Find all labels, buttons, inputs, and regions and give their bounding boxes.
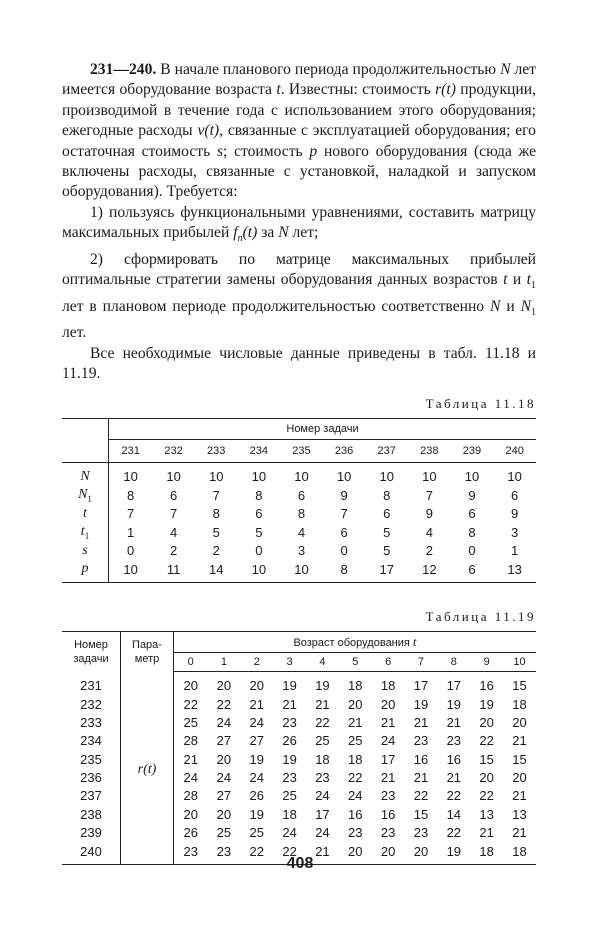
- table-cell: 23: [315, 770, 330, 786]
- table-cell: 15: [512, 678, 527, 694]
- table-cell: 10: [109, 560, 153, 583]
- table-11-19-caption: Таблица 11.19: [425, 609, 536, 625]
- table-cell: 8: [212, 506, 220, 522]
- row-label: [62, 523, 109, 542]
- table-cell: 21: [446, 770, 462, 786]
- row-label-text: t: [80, 523, 85, 539]
- table-cell: 28: [183, 788, 198, 804]
- table-cell: 25: [315, 733, 330, 749]
- table-cell: 24: [282, 825, 297, 841]
- table-cell: 20: [183, 806, 198, 822]
- table-cell: 0: [127, 543, 135, 559]
- table-cell: 10: [379, 469, 394, 485]
- table-cell: 6: [468, 506, 476, 522]
- task-number-cell: 239: [62, 824, 121, 842]
- task-number-cell: 240: [62, 842, 121, 865]
- row-label-text: N: [80, 468, 90, 484]
- table-cell: 18: [380, 678, 396, 694]
- table-row: [62, 523, 536, 542]
- table-cell: 17: [315, 806, 330, 822]
- task-number-row: [62, 440, 536, 463]
- table-cell: 5: [212, 524, 220, 540]
- table-cell: 24: [249, 714, 264, 730]
- task-number-header: Номер задачи: [109, 419, 537, 440]
- age-cell: 10: [503, 653, 536, 672]
- age-cell: 6: [372, 653, 405, 672]
- age-cell: 7: [405, 653, 438, 672]
- table-cell: 7: [127, 506, 135, 522]
- table-cell: 16: [380, 806, 396, 822]
- table-cell: 21: [315, 696, 330, 712]
- table-cell: 19: [315, 678, 330, 694]
- table-cell: 10: [251, 469, 267, 485]
- table-cell: 23: [183, 843, 198, 859]
- table-cell: 2: [212, 543, 220, 559]
- table-cell: 13: [493, 560, 536, 583]
- age-cell: 4: [306, 653, 339, 672]
- table-cell: 16: [479, 678, 494, 694]
- row-label-text: N: [78, 486, 88, 502]
- table-cell: 21: [512, 733, 527, 749]
- table-cell: 6: [383, 506, 391, 522]
- table-cell: 8: [383, 487, 391, 503]
- table-cell: 6: [255, 506, 263, 522]
- table-cell: 8: [127, 487, 135, 503]
- table-cell: 24: [380, 733, 396, 749]
- table-cell: 18: [282, 806, 297, 822]
- table-cell: 10: [294, 469, 309, 485]
- table-cell: 21: [446, 714, 462, 730]
- task-number-cell: 232: [152, 440, 195, 463]
- table-cell: 10: [464, 469, 480, 485]
- table-cell: 6: [511, 487, 519, 503]
- table-cell: 19: [413, 696, 429, 712]
- table-cell: 5: [383, 524, 391, 540]
- age-cell: 2: [240, 653, 273, 672]
- table-cell: 15: [479, 751, 494, 767]
- table-row: [62, 560, 536, 583]
- table-cell: 26: [282, 733, 297, 749]
- table-cell: 21: [380, 714, 396, 730]
- table-11-18-caption: Таблица 11.18: [425, 396, 536, 412]
- table-cell: 9: [425, 506, 433, 522]
- task-number-cell: 238: [62, 805, 121, 823]
- table-cell: 20: [512, 770, 527, 786]
- table-cell: 18: [479, 843, 494, 859]
- task-column-header: Номер задачи: [62, 632, 121, 672]
- table-cell: 6: [297, 487, 306, 503]
- age-cell: 3: [273, 653, 306, 672]
- table-cell: 22: [315, 714, 330, 730]
- table-cell: 2: [169, 543, 178, 559]
- table-cell: 18: [512, 696, 527, 712]
- table-cell: 22: [479, 788, 494, 804]
- row-label: [62, 463, 109, 486]
- table-cell: 23: [348, 825, 363, 841]
- row-label: [62, 560, 109, 583]
- table-cell: 18: [348, 751, 363, 767]
- table-row: [62, 504, 536, 523]
- task-number-cell: 236: [323, 440, 366, 463]
- table-cell: 21: [348, 714, 363, 730]
- table-cell: 10: [166, 469, 181, 485]
- table-cell: 19: [446, 843, 462, 859]
- table-cell: 13: [512, 806, 527, 822]
- table-cell: 19: [249, 806, 264, 822]
- table-cell: 20: [348, 843, 363, 859]
- param-column-header: Пара- метр: [121, 632, 174, 672]
- age-cell: 5: [339, 653, 372, 672]
- table-cell: 25: [183, 714, 198, 730]
- problem-number: 231—240.: [90, 61, 157, 78]
- table-cell: 24: [315, 825, 330, 841]
- table-cell: 18: [512, 843, 527, 859]
- table-cell: 20: [348, 696, 363, 712]
- table-cell: 12: [408, 560, 451, 583]
- table-11-19-body: [62, 672, 536, 865]
- table-cell: 0: [255, 543, 263, 559]
- table-cell: 8: [323, 560, 366, 583]
- table-cell: 20: [183, 678, 198, 694]
- table-cell: 17: [413, 678, 429, 694]
- table-cell: 9: [340, 487, 348, 503]
- table-cell: 24: [348, 788, 363, 804]
- table-cell: 27: [216, 733, 232, 749]
- age-cell: 0: [174, 653, 208, 672]
- table-cell: 21: [479, 825, 494, 841]
- table-cell: 23: [446, 733, 462, 749]
- table-cell: 24: [216, 714, 232, 730]
- table-cell: 20: [249, 678, 264, 694]
- table-cell: 8: [468, 524, 476, 540]
- age-header: Возраст оборудования t: [174, 632, 537, 653]
- task-number-cell: 240: [493, 440, 536, 463]
- table-cell: 0: [468, 543, 476, 559]
- table-cell: 27: [249, 733, 264, 749]
- table-cell: 10: [238, 560, 281, 583]
- table-cell: 17: [446, 678, 462, 694]
- table-cell: 11: [152, 560, 195, 583]
- table-cell: 10: [208, 469, 224, 485]
- task-number-cell: 236: [62, 768, 121, 786]
- table-cell: 21: [512, 788, 527, 804]
- table-cell: 23: [380, 788, 396, 804]
- table-cell: 20: [512, 714, 527, 730]
- task-number-cell: 235: [280, 440, 323, 463]
- table-cell: 10: [123, 469, 138, 485]
- task-number-cell: 237: [62, 787, 121, 805]
- table-cell: 19: [446, 696, 462, 712]
- table-cell: 21: [380, 770, 396, 786]
- task-number-cell: 234: [62, 732, 121, 750]
- table-cell: 3: [297, 543, 306, 559]
- table-cell: 21: [315, 843, 330, 859]
- table-cell: 3: [511, 524, 519, 540]
- table-row: [62, 541, 536, 560]
- table-cell: 21: [512, 825, 527, 841]
- table-cell: 25: [282, 788, 297, 804]
- table-cell: 20: [380, 843, 396, 859]
- table-cell: 22: [413, 788, 429, 804]
- table-cell: 15: [413, 806, 429, 822]
- table-cell: 26: [249, 788, 264, 804]
- table-cell: 10: [280, 560, 323, 583]
- row-label-subscript: 1: [84, 530, 90, 541]
- table-cell: 19: [282, 678, 297, 694]
- table-cell: 7: [212, 487, 220, 503]
- table-cell: 5: [383, 543, 391, 559]
- table-cell: 23: [380, 825, 396, 841]
- task-number-cell: 235: [62, 750, 121, 768]
- table-row: [62, 672, 536, 695]
- table-cell: 22: [282, 843, 297, 859]
- table-11-18-body: [62, 463, 536, 583]
- task-number-cell: 231: [109, 440, 153, 463]
- row-label: [62, 541, 109, 560]
- table-cell: 24: [183, 770, 198, 786]
- requirement-2: 2) сформировать по матрице максимальных прибылей оптимальные стратегии замены оборудования данных возрастов t и $t_1$ лет в плановом периоде продолжительностью соответственно N и $N_1$ лет.: [62, 250, 536, 342]
- row-label: [62, 504, 109, 523]
- table-cell: 4: [169, 524, 178, 540]
- table-cell: 20: [216, 806, 232, 822]
- table-cell: 1: [511, 543, 519, 559]
- table-cell: 18: [348, 678, 363, 694]
- table-cell: 25: [216, 825, 232, 841]
- page-number: 408: [286, 855, 314, 872]
- table-cell: 21: [413, 714, 429, 730]
- table-cell: 23: [282, 770, 297, 786]
- table-cell: 1: [127, 524, 135, 540]
- task-number-cell: 232: [62, 695, 121, 713]
- table-cell: 25: [249, 825, 264, 841]
- table-cell: 27: [216, 788, 232, 804]
- task-number-cell: 234: [238, 440, 281, 463]
- table-cell: 18: [315, 751, 330, 767]
- table-cell: 7: [425, 487, 433, 503]
- table-cell: 22: [446, 825, 462, 841]
- table-cell: 10: [422, 469, 437, 485]
- table-cell: 23: [216, 843, 232, 859]
- table-cell: 6: [451, 560, 494, 583]
- table-cell: 21: [249, 696, 264, 712]
- table-cell: 21: [183, 751, 198, 767]
- task-number-cell: 231: [62, 672, 121, 695]
- table-cell: 23: [413, 825, 429, 841]
- table-cell: 2: [425, 543, 433, 559]
- param-cell: r(t): [121, 672, 174, 865]
- table-cell: 28: [183, 733, 198, 749]
- table-cell: 22: [348, 770, 363, 786]
- table-cell: 17: [380, 751, 396, 767]
- task-number-cell: 233: [195, 440, 238, 463]
- task-number-cell: 233: [62, 713, 121, 731]
- table-11-19: [62, 631, 536, 865]
- table-cell: 0: [340, 543, 348, 559]
- requirement-1: 1) пользуясь функциональными уравнениями, составить матрицу максимальных прибылей $f_n(t)$ за N лет;: [62, 203, 536, 245]
- table-cell: 16: [413, 751, 429, 767]
- table-row: [62, 463, 536, 486]
- task-number-cell: 238: [408, 440, 451, 463]
- table-cell: 22: [446, 788, 462, 804]
- table-cell: 13: [479, 806, 494, 822]
- table-cell: 22: [479, 733, 494, 749]
- corner-cell: [62, 419, 109, 463]
- task-number-cell: 239: [451, 440, 494, 463]
- closing-text: Все необходимые числовые данные приведены в табл. 11.18 и 11.19.: [62, 344, 536, 383]
- table-cell: 4: [297, 524, 306, 540]
- table-cell: 14: [195, 560, 238, 583]
- table-cell: 20: [380, 696, 396, 712]
- table-cell: 25: [348, 733, 363, 749]
- age-cell: 9: [470, 653, 503, 672]
- table-cell: 24: [249, 770, 264, 786]
- table-cell: 10: [507, 469, 522, 485]
- table-cell: 6: [340, 524, 348, 540]
- table-cell: 19: [479, 696, 494, 712]
- table-cell: 26: [183, 825, 198, 841]
- table-cell: 8: [297, 506, 306, 522]
- row-label-text: p: [81, 561, 89, 577]
- table-cell: 22: [216, 696, 232, 712]
- age-cell: 8: [437, 653, 470, 672]
- table-cell: 20: [413, 843, 429, 859]
- table-cell: 5: [255, 524, 263, 540]
- table-cell: 21: [282, 696, 297, 712]
- table-cell: 20: [479, 714, 494, 730]
- row-label-text: t: [83, 505, 87, 521]
- table-cell: 23: [413, 733, 429, 749]
- table-cell: 16: [348, 806, 363, 822]
- table-cell: 15: [512, 751, 527, 767]
- table-cell: 19: [249, 751, 264, 767]
- table-cell: 16: [446, 751, 462, 767]
- table-cell: 10: [336, 469, 352, 485]
- table-cell: 19: [282, 751, 297, 767]
- table-cell: 24: [216, 770, 232, 786]
- task-number-cell: 237: [365, 440, 408, 463]
- table-cell: 8: [255, 487, 263, 503]
- table-cell: 4: [425, 524, 433, 540]
- table-cell: 7: [340, 506, 348, 522]
- table-row: [62, 486, 536, 505]
- page-content: [62, 60, 536, 865]
- row-label-subscript: 1: [87, 493, 92, 504]
- table-cell: 22: [183, 696, 198, 712]
- row-label-text: s: [82, 542, 88, 558]
- table-cell: 24: [315, 788, 330, 804]
- table-cell: 20: [216, 678, 232, 694]
- table-cell: 9: [511, 506, 519, 522]
- table-cell: 7: [169, 506, 178, 522]
- table-cell: 14: [446, 806, 462, 822]
- table-11-18: [62, 418, 536, 583]
- problem-statement: 231—240. В начале планового периода продолжительностью N лет имеется оборудование возраста t. Известны: стоимость r(t) продукции, производимой в течение года с использованием этого оборудования; ежегодные расходы v(t), связанные с эксплуатацией оборудования; его остаточная стоимость s; стоимость p нового оборудования (сюда же включены расходы, связанные с установкой, наладкой и запуском оборудования). Требуется:: [62, 61, 537, 201]
- table-cell: 22: [249, 843, 264, 859]
- age-cell: 1: [207, 653, 240, 672]
- table-cell: 20: [216, 751, 232, 767]
- table-cell: 17: [365, 560, 408, 583]
- table-cell: 6: [169, 487, 178, 503]
- table-cell: 20: [479, 770, 494, 786]
- row-label: [62, 486, 109, 505]
- table-cell: 23: [282, 714, 297, 730]
- table-cell: 21: [413, 770, 429, 786]
- table-cell: 9: [468, 487, 476, 503]
